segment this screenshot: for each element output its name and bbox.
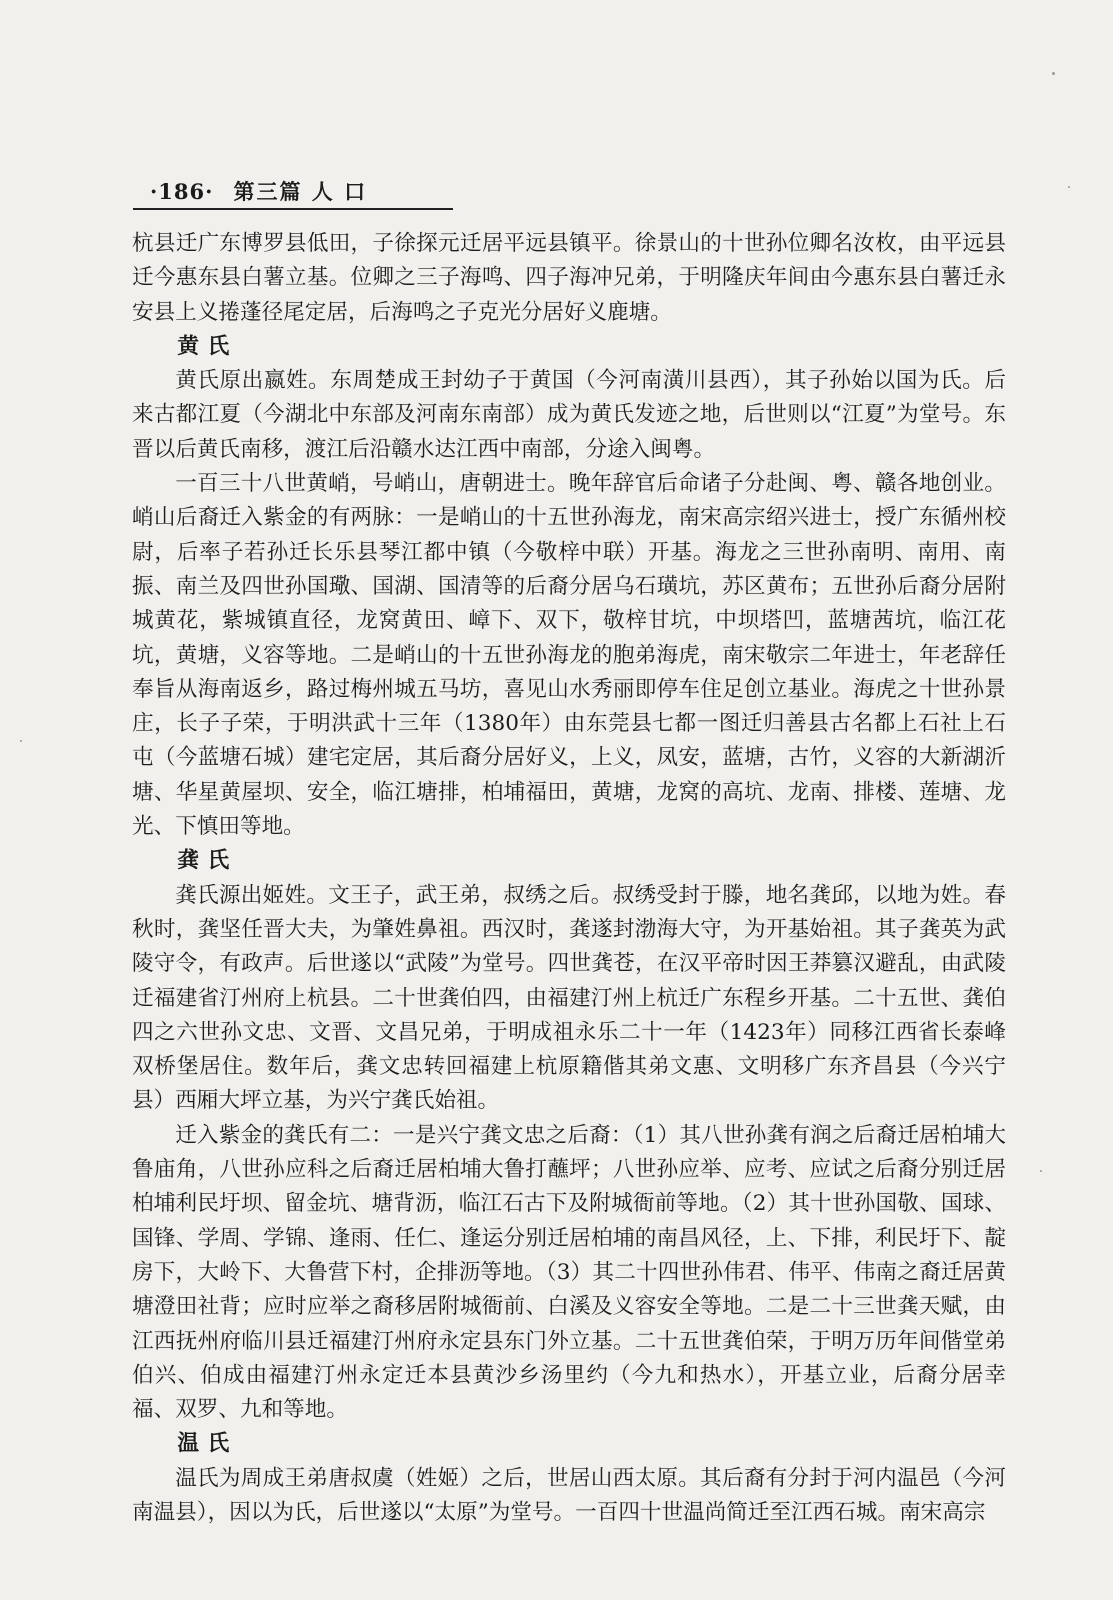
paragraph: 一百三十八世黄峭，号峭山，唐朝进士。晚年辞官后命诸子分赴闽、粤、赣各地创业。峭山后裔迁入紫金的有两脉：一是峭山的十五世孙海龙，南宋高宗绍兴进士，授广东循州校尉，后率子若孙迁长乐县琴江都中镇（今敬梓中联）开基。海龙之三世孙南明、南用、南振、南兰及四世孙国璥、国湖、国清等的后裔分居乌石璜坑，苏区黄布；五世孙后裔分居附城黄花，紫城镇直径，龙窝黄田、嶂下、双下，敬梓甘坑，中坝塔凹，蓝塘茜坑，临江花坑，黄塘，义容等地。二是峭山的十五世孙海龙的胞弟海虎，南宋敬宗二年进士，年老辞任奉旨从海南返乡，路过梅州城五马坊，喜见山水秀丽即停车住足创立基业。海虎之十世孙景庄，长子子荣，于明洪武十三年（1380年）由东莞县七都一图迁归善县古名都上石社上石屯（今蓝塘石城）建宅定居，其后裔分居好义，上义，凤安，蓝塘，古竹，义容的大新湖沂塘、华星黄屋坝、安全，临江塘排，柏埔福田，黄塘，龙窝的高坑、龙南、排楼、莲塘、龙光、下慎田等地。 [132, 471, 1006, 840]
section-heading-wen: 温氏 [177, 1431, 238, 1457]
paragraph-continued: 杭县迁广东博罗县低田，子徐探元迁居平远县镇平。徐景山的十世孙位卿名汝枚，由平远县迁今惠东县白薯立基。位卿之三子海鸣、四子海冲兄弟，于明隆庆年间由今惠东县白薯迁永安县上义捲蓬径尾定居，后海鸣之子克光分居好义鹿塘。 [132, 231, 1006, 325]
chapter-title: 第三篇 人 口 [233, 179, 368, 204]
paragraph: 龚氏源出姬姓。文王子，武王弟，叔绣之后。叔绣受封于滕，地名龚邱，以地为姓。春秋时，龚坚任晋大夫，为肇姓鼻祖。西汉时，龚遂封渤海大守，为开基始祖。其子龚英为武陵守令，有政声。后世遂以“武陵”为堂号。四世龚苍，在汉平帝时因王莽篡汉避乱，由武陵迁福建省汀州府上杭县。二十世龚伯四，由福建汀州上杭迁广东程乡开基。二十五世、龚伯四之六世孙文忠、文晋、文昌兄弟，于明成祖永乐二十一年（1423年）同移江西省长泰峰双桥堡居住。数年后，龚文忠转回福建上杭原籍偕其弟文惠、文明移广东齐昌县（今兴宁县）西厢大坪立基，为兴宁龚氏始祖。 [132, 882, 1006, 1114]
body-text [132, 227, 1006, 1530]
scan-speck [1040, 1170, 1042, 1172]
header-rule [133, 208, 453, 210]
paragraph: 迁入紫金的龚氏有二：一是兴宁龚文忠之后裔：（1）其八世孙龚有润之后裔迁居柏埔大鲁庙角，八世孙应科之后裔迁居柏埔大鲁打蘸坪；八世孙应举、应考、应试之后裔分别迁居柏埔利民圩坝、留金坑、塘背沥，临江石古下及附城衙前等地。（2）其十世孙国敬、国球、国锋、学周、学锦、逢雨、任仁、逢运分别迁居柏埔的南昌风径，上、下排，利民圩下、靛房下，大岭下、大鲁营下村，企排沥等地。（3）其二十四世孙伟君、伟平、伟南之裔迁居黄塘澄田社背；应时应举之裔移居附城衙前、白溪及义容安全等地。二是二十三世龚天赋，由江西抚州府临川县迁福建汀州府永定县东门外立基。二十五世龚伯荣，于明万历年间偕堂弟伯兴、伯成由福建汀州永定迁本县黄沙乡汤里约（今九和热水），开基立业，后裔分居幸福、双罗、九和等地。 [132, 1122, 1006, 1423]
scan-speck [1052, 72, 1055, 75]
page-number: ·186· [150, 179, 214, 204]
paragraph: 温氏为周成王弟唐叔虞（姓姬）之后，世居山西太原。其后裔有分封于河内温邑（今河南温县），因以为氏，后世遂以“太原”为堂号。一百四十世温尚简迁至江西石城。南宋高宗 [132, 1465, 1006, 1525]
paragraph: 黄氏原出嬴姓。东周楚成王封幼子于黄国（今河南潢川县西），其子孙始以国为氏。后来古都江夏（今湖北中东部及河南东南部）成为黄氏发迹之地，后世则以“江夏”为堂号。东晋以后黄氏南移，渡江后沿赣水达江西中南部，分途入闽粤。 [132, 368, 1006, 462]
section-heading-huang: 黄氏 [177, 333, 238, 359]
scan-speck [1068, 186, 1070, 188]
section-heading-gong: 龚氏 [177, 848, 238, 874]
scan-speck [20, 740, 22, 742]
page-header [150, 176, 450, 206]
